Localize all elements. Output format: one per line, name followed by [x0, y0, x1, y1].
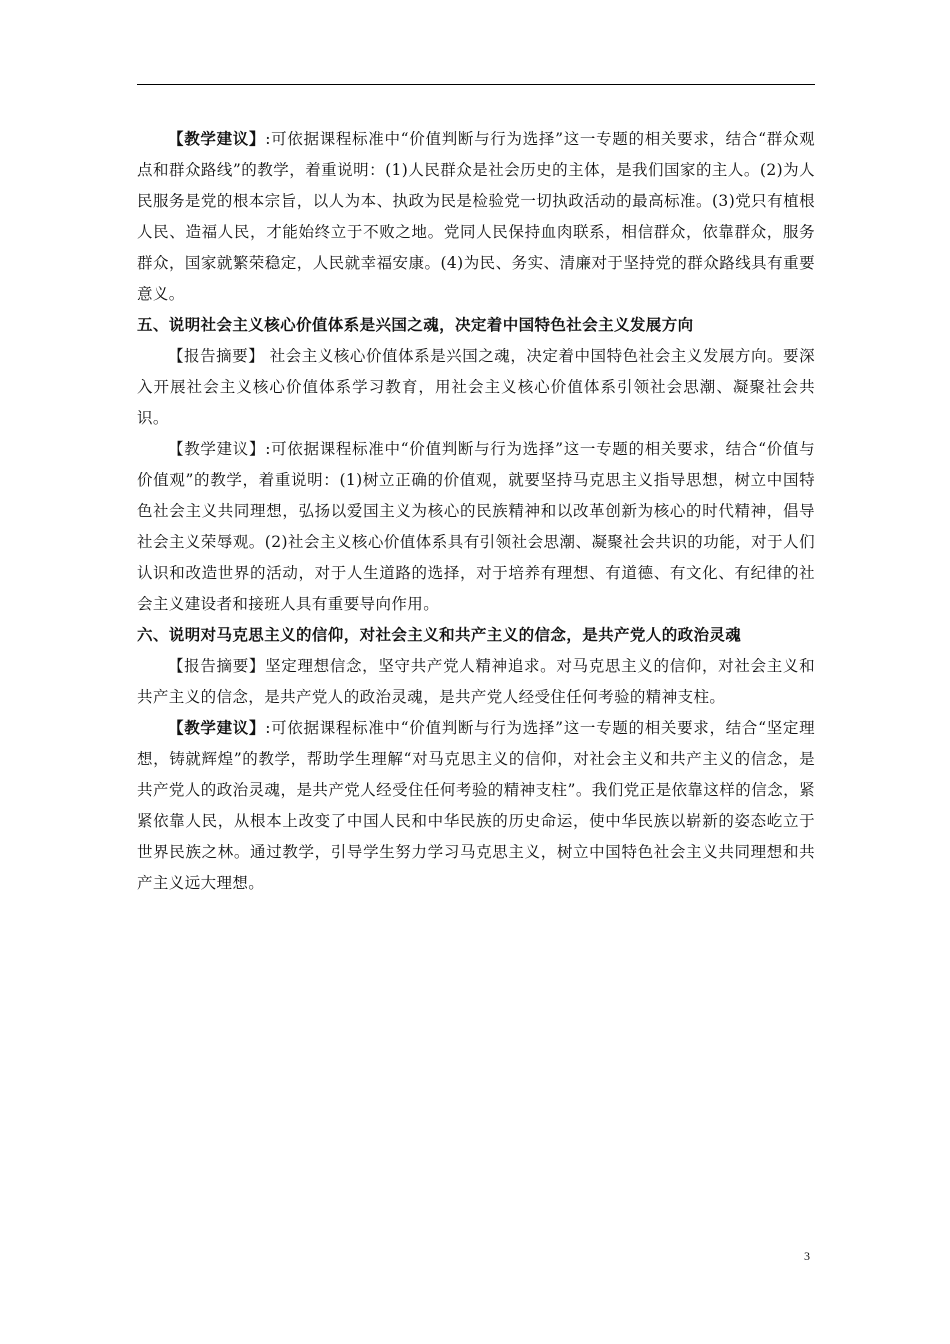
paragraph-text: 坚定理想信念，坚守共产党人精神追求。对马克思主义的信仰，对社会主义和共产主义的信念，是共产党人的政治灵魂，是共产党人经受住任何考验的精神支柱。	[137, 657, 815, 706]
paragraph-tag: 【教学建议】	[168, 440, 266, 458]
paragraph-teaching-suggestion-6	[137, 713, 815, 899]
paragraph-tag: 【报告摘要】	[168, 657, 266, 675]
header-rule	[137, 84, 815, 85]
paragraph-teaching-suggestion-5	[137, 434, 815, 620]
paragraph-tag: 【报告摘要】	[168, 347, 265, 365]
paragraph-tag: 【教学建议】	[168, 130, 266, 148]
paragraph-report-summary-6	[137, 651, 815, 713]
document-body	[137, 124, 815, 899]
paragraph-text: 社会主义核心价值体系是兴国之魂，决定着中国特色社会主义发展方向。要深入开展社会主义核心价值体系学习教育，用社会主义核心价值体系引领社会思潮、凝聚社会共识。	[137, 347, 815, 427]
paragraph-text: :可依据课程标准中“价值判断与行为选择”这一专题的相关要求，结合“价值与价值观”的教学，着重说明：(1)树立正确的价值观，就要坚持马克思主义指导思想，树立中国特色社会主义共同理想，弘扬以爱国主义为核心的民族精神和以改革创新为核心的时代精神，倡导社会主义荣辱观。(2)社会主义核心价值体系具有引领社会思潮、凝聚社会共识的功能，对于人们认识和改造世界的活动，对于人生道路的选择，对于培养有理想、有道德、有文化、有纪律的社会主义建设者和接班人具有重要导向作用。	[137, 440, 815, 613]
paragraph-text: :可依据课程标准中“价值判断与行为选择”这一专题的相关要求，结合“坚定理想，铸就辉煌”的教学，帮助学生理解“对马克思主义的信仰，对社会主义和共产主义的信念，是共产党人的政治灵魂，是共产党人经受住任何考验的精神支柱”。我们党正是依靠这样的信念，紧紧依靠人民，从根本上改变了中国人民和中华民族的历史命运，使中华民族以崭新的姿态屹立于世界民族之林。通过教学，引导学生努力学习马克思主义，树立中国特色社会主义共同理想和共产主义远大理想。	[137, 719, 815, 892]
paragraph-tag: 【教学建议】	[168, 719, 266, 737]
section-heading-5: 五、说明社会主义核心价值体系是兴国之魂，决定着中国特色社会主义发展方向	[137, 316, 694, 334]
page-number: 3	[804, 1249, 810, 1263]
paragraph-teaching-suggestion-1	[137, 124, 815, 310]
section-heading-6: 六、说明对马克思主义的信仰，对社会主义和共产主义的信念，是共产党人的政治灵魂	[137, 626, 742, 644]
paragraph-text: :可依据课程标准中“价值判断与行为选择”这一专题的相关要求，结合“群众观点和群众路线”的教学，着重说明：(1)人民群众是社会历史的主体，是我们国家的主人。(2)为人民服务是党的根本宗旨，以人为本、执政为民是检验党一切执政活动的最高标准。(3)党只有植根人民、造福人民，才能始终立于不败之地。党同人民保持血肉联系，相信群众，依靠群众，服务群众，国家就繁荣稳定，人民就幸福安康。(4)为民、务实、清廉对于坚持党的群众路线具有重要意义。	[137, 130, 815, 303]
paragraph-report-summary-5	[137, 341, 815, 434]
